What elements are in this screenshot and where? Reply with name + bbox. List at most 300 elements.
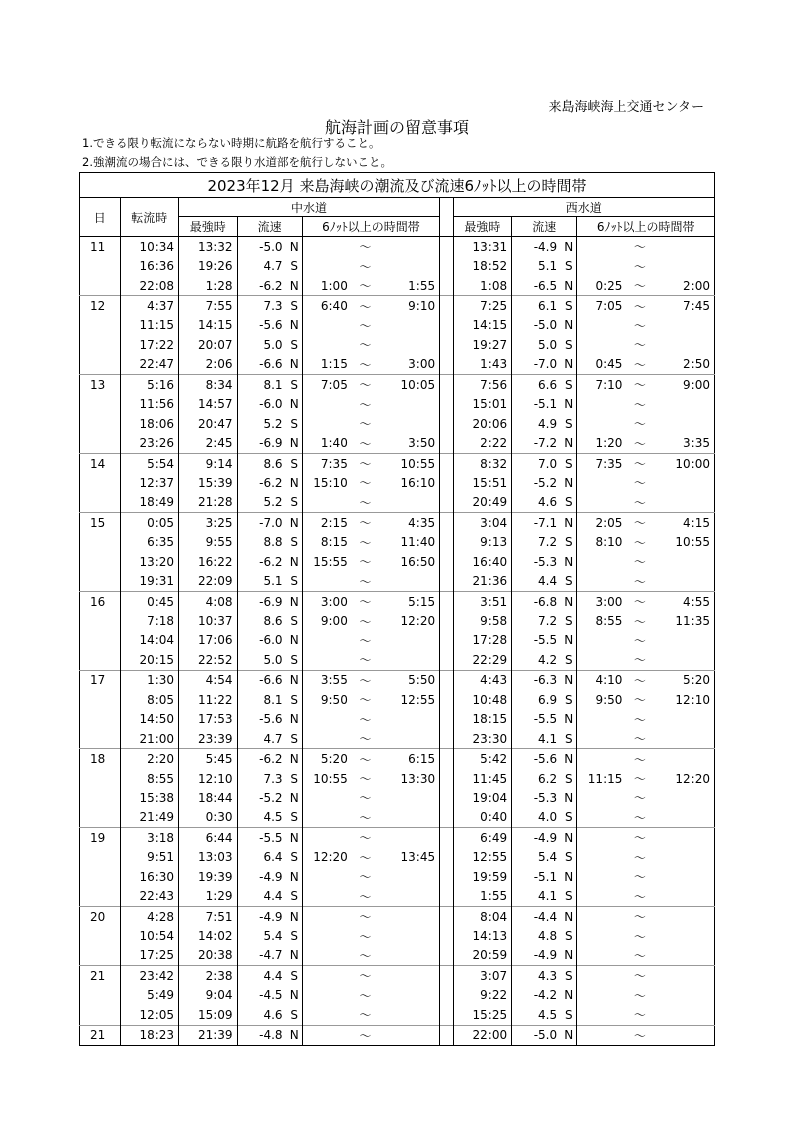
cell-nishi-tilde: ～ xyxy=(633,397,646,412)
cell-nishi-from xyxy=(577,1005,627,1025)
cell-naka-from: 10:55 xyxy=(313,771,348,786)
cell-nishi-from xyxy=(577,414,627,433)
cell-nishi-speed: 7.2 xyxy=(538,535,558,550)
cell-naka-tilde: ～ xyxy=(359,397,372,412)
cell-nishi-from xyxy=(577,473,627,492)
cell-naka-peak: 14:15 xyxy=(179,316,238,335)
cell-naka-from: 3:55 xyxy=(302,670,352,690)
cell-nishi-from xyxy=(577,571,627,591)
cell-naka-direction: N xyxy=(287,828,303,848)
cell-naka-to: 12:55 xyxy=(400,692,436,707)
cell-nishi-peak: 20:59 xyxy=(453,946,512,966)
cell-nishi-peak: 20:49 xyxy=(453,493,512,513)
cell-day: 16 xyxy=(80,591,121,611)
cell-nishi-to xyxy=(653,788,714,807)
header-day: 日 xyxy=(80,198,121,237)
cell-nishi-peak: 19:59 xyxy=(453,867,512,886)
cell-naka-peak: 22:09 xyxy=(179,571,238,591)
cell-turn-time: 21:49 xyxy=(120,808,179,828)
table-row xyxy=(80,710,715,729)
cell-naka-to xyxy=(379,986,440,1005)
cell-nishi-speed: -4.9 xyxy=(533,239,558,254)
column-gap xyxy=(440,710,454,729)
cell-nishi-speed: -5.3 xyxy=(533,554,558,569)
cell-naka-speed: -5.0 xyxy=(259,239,283,254)
cell-naka-tilde: ～ xyxy=(359,476,372,491)
cell-naka-tilde: ～ xyxy=(359,889,372,904)
table-row xyxy=(80,611,715,630)
header-nishi-window: 6ﾉｯﾄ以上の時間帯 xyxy=(577,217,715,237)
cell-nishi-peak: 18:15 xyxy=(453,710,512,729)
cell-naka-tilde: ～ xyxy=(359,791,372,806)
column-gap xyxy=(440,670,454,690)
cell-nishi-to xyxy=(653,237,714,257)
cell-nishi-tilde: ～ xyxy=(633,810,646,825)
cell-naka-speed: -4.5 xyxy=(259,988,283,1003)
cell-day xyxy=(80,276,121,296)
cell-nishi-peak: 1:08 xyxy=(453,276,512,296)
cell-naka-tilde: ～ xyxy=(359,988,372,1003)
cell-nishi-tilde: ～ xyxy=(633,870,646,885)
column-gap xyxy=(440,198,454,237)
column-gap xyxy=(440,296,454,316)
table-row xyxy=(80,473,715,492)
cell-naka-to: 3:00 xyxy=(408,357,436,372)
cell-nishi-tilde: ～ xyxy=(633,338,646,353)
cell-nishi-direction: S xyxy=(561,966,577,986)
cell-naka-speed: 8.1 xyxy=(237,375,287,395)
cell-naka-speed: 6.4 xyxy=(263,850,283,865)
cell-nishi-tilde: ～ xyxy=(633,495,646,510)
cell-naka-peak: 6:44 xyxy=(179,828,238,848)
cell-naka-from xyxy=(302,493,352,513)
cell-nishi-tilde: ～ xyxy=(626,453,653,473)
cell-nishi-from xyxy=(577,395,627,414)
cell-naka-from xyxy=(302,906,352,926)
cell-nishi-speed: 6.1 xyxy=(512,296,562,316)
organization-name: 来島海峡海上交通センター xyxy=(548,100,704,115)
cell-naka-tilde: ～ xyxy=(359,318,372,333)
cell-nishi-tilde: ～ xyxy=(626,375,653,395)
cell-turn-time: 0:45 xyxy=(120,591,179,611)
column-gap xyxy=(440,867,454,886)
cell-nishi-direction: N xyxy=(561,433,577,453)
cell-nishi-to xyxy=(653,808,714,828)
cell-naka-peak: 1:28 xyxy=(179,276,238,296)
cell-day xyxy=(80,533,121,552)
cell-naka-peak: 20:07 xyxy=(179,335,238,354)
cell-nishi-tilde: ～ xyxy=(633,791,646,806)
header-naka-speed: 流速 xyxy=(237,217,302,237)
cell-nishi-speed: -5.5 xyxy=(533,712,558,727)
cell-naka-direction: S xyxy=(287,533,303,552)
cell-naka-from: 1:15 xyxy=(320,357,348,372)
cell-nishi-from: 9:50 xyxy=(595,692,623,707)
table-row xyxy=(80,631,715,650)
table-row xyxy=(80,296,715,316)
cell-naka-peak: 22:52 xyxy=(179,650,238,670)
cell-day xyxy=(80,946,121,966)
cell-naka-tilde: ～ xyxy=(359,732,372,747)
cell-nishi-direction: N xyxy=(561,237,577,257)
cell-nishi-direction: N xyxy=(561,473,577,492)
cell-naka-peak: 14:02 xyxy=(179,926,238,945)
cell-nishi-from xyxy=(577,552,627,571)
cell-naka-speed: -4.8 xyxy=(237,1025,287,1045)
cell-naka-direction: N xyxy=(287,710,303,729)
cell-nishi-from: 4:10 xyxy=(577,670,627,690)
column-gap xyxy=(440,276,454,296)
cell-nishi-from xyxy=(577,650,627,670)
cell-nishi-peak: 15:25 xyxy=(453,1005,512,1025)
cell-naka-speed: 4.7 xyxy=(263,259,283,274)
cell-day xyxy=(80,769,121,788)
cell-naka-direction: S xyxy=(287,808,303,828)
cell-nishi-speed: -6.8 xyxy=(512,591,562,611)
cell-naka-tilde: ～ xyxy=(359,279,372,294)
cell-nishi-direction: N xyxy=(561,591,577,611)
cell-naka-peak: 0:30 xyxy=(179,808,238,828)
table-row xyxy=(80,591,715,611)
cell-naka-direction: S xyxy=(287,375,303,395)
cell-nishi-from xyxy=(577,867,627,886)
column-gap xyxy=(440,986,454,1005)
cell-naka-from xyxy=(302,1025,352,1045)
column-gap xyxy=(440,335,454,354)
cell-naka-from xyxy=(302,986,352,1005)
cell-nishi-tilde: ～ xyxy=(633,732,646,747)
cell-naka-from xyxy=(302,571,352,591)
cell-nishi-tilde: ～ xyxy=(633,279,646,294)
cell-naka-from: 6:40 xyxy=(302,296,352,316)
cell-nishi-speed: -5.0 xyxy=(533,318,558,333)
cell-naka-peak: 17:53 xyxy=(179,710,238,729)
cell-naka-to xyxy=(379,335,440,354)
cell-naka-peak: 20:38 xyxy=(179,946,238,966)
cell-naka-direction: S xyxy=(287,493,303,513)
column-gap xyxy=(440,571,454,591)
cell-naka-from xyxy=(302,886,352,906)
cell-nishi-peak: 2:22 xyxy=(453,433,512,453)
cell-nishi-from xyxy=(577,946,627,966)
table-row xyxy=(80,749,715,769)
cell-naka-direction: S xyxy=(287,769,303,788)
cell-naka-tilde: ～ xyxy=(359,338,372,353)
cell-naka-direction: S xyxy=(287,256,303,275)
cell-naka-speed: -6.9 xyxy=(237,591,287,611)
cell-nishi-peak: 22:29 xyxy=(453,650,512,670)
cell-naka-peak: 1:29 xyxy=(179,886,238,906)
cell-naka-to xyxy=(379,966,440,986)
cell-nishi-speed: 6.2 xyxy=(538,771,558,786)
column-gap xyxy=(440,533,454,552)
cell-naka-direction: N xyxy=(287,631,303,650)
cell-naka-direction: N xyxy=(287,670,303,690)
cell-naka-direction: N xyxy=(287,237,303,257)
cell-turn-time: 9:51 xyxy=(120,848,179,867)
cell-nishi-from: 3:00 xyxy=(577,591,627,611)
column-gap xyxy=(440,946,454,966)
cell-naka-tilde: ～ xyxy=(352,828,379,848)
cell-nishi-to xyxy=(653,966,714,986)
cell-nishi-from xyxy=(577,631,627,650)
cell-nishi-direction: S xyxy=(561,296,577,316)
cell-nishi-peak: 9:58 xyxy=(453,611,512,630)
table-row xyxy=(80,886,715,906)
cell-nishi-from xyxy=(577,729,627,749)
cell-nishi-to xyxy=(653,848,714,867)
table-row xyxy=(80,828,715,848)
cell-nishi-to xyxy=(653,631,714,650)
column-gap xyxy=(440,848,454,867)
cell-naka-speed: -5.5 xyxy=(237,828,287,848)
cell-naka-from xyxy=(302,966,352,986)
cell-nishi-speed: 4.9 xyxy=(538,416,558,431)
cell-nishi-peak: 20:06 xyxy=(453,414,512,433)
cell-day: 21 xyxy=(80,966,121,986)
cell-nishi-from xyxy=(577,886,627,906)
cell-nishi-tilde: ～ xyxy=(633,555,646,570)
cell-naka-to: 12:20 xyxy=(400,614,436,629)
table-row xyxy=(80,808,715,828)
cell-nishi-tilde: ～ xyxy=(633,240,646,255)
cell-day xyxy=(80,729,121,749)
cell-nishi-from xyxy=(577,986,627,1005)
table-row xyxy=(80,848,715,867)
cell-naka-peak: 14:57 xyxy=(179,395,238,414)
cell-nishi-peak: 14:15 xyxy=(453,316,512,335)
cell-nishi-speed: 5.4 xyxy=(538,850,558,865)
cell-naka-speed: -6.9 xyxy=(259,436,283,451)
cell-naka-peak: 2:06 xyxy=(179,355,238,375)
cell-nishi-from xyxy=(577,848,627,867)
table-row xyxy=(80,316,715,335)
tidal-current-table xyxy=(79,172,715,1046)
cell-naka-from: 1:00 xyxy=(320,278,348,293)
cell-nishi-direction: S xyxy=(561,533,577,552)
cell-naka-tilde: ～ xyxy=(352,1025,379,1045)
cell-nishi-from: 2:05 xyxy=(577,513,627,533)
cell-turn-time: 8:55 xyxy=(120,769,179,788)
cell-turn-time: 2:20 xyxy=(120,749,179,769)
cell-naka-peak: 17:06 xyxy=(179,631,238,650)
cell-turn-time: 10:34 xyxy=(120,237,179,257)
cell-nishi-from: 8:55 xyxy=(595,614,623,629)
cell-nishi-to xyxy=(653,316,714,335)
table-row xyxy=(80,276,715,296)
cell-turn-time: 12:05 xyxy=(120,1005,179,1025)
cell-day xyxy=(80,355,121,375)
cell-naka-peak: 5:45 xyxy=(179,749,238,769)
cell-nishi-peak: 9:13 xyxy=(453,533,512,552)
cell-nishi-from xyxy=(577,256,627,275)
cell-naka-speed: 4.6 xyxy=(263,1007,283,1022)
table-row xyxy=(80,788,715,807)
cell-turn-time: 1:30 xyxy=(120,670,179,690)
cell-day xyxy=(80,335,121,354)
cell-naka-tilde: ～ xyxy=(359,1008,372,1023)
cell-day xyxy=(80,808,121,828)
cell-nishi-tilde: ～ xyxy=(633,1008,646,1023)
column-gap xyxy=(440,414,454,433)
cell-nishi-direction: S xyxy=(561,848,577,867)
cell-nishi-direction: S xyxy=(561,493,577,513)
table-row xyxy=(80,769,715,788)
cell-nishi-speed: 4.1 xyxy=(538,889,558,904)
cell-nishi-peak: 15:01 xyxy=(453,395,512,414)
cell-naka-peak: 13:32 xyxy=(179,237,238,257)
cell-naka-to xyxy=(379,316,440,335)
cell-turn-time: 7:18 xyxy=(120,611,179,630)
column-gap xyxy=(440,631,454,650)
table-row xyxy=(80,670,715,690)
cell-naka-to xyxy=(379,1025,440,1045)
cell-nishi-direction: N xyxy=(561,631,577,650)
cell-nishi-peak: 3:04 xyxy=(453,513,512,533)
header-naka-peak: 最強時 xyxy=(179,217,238,237)
cell-nishi-to: 11:35 xyxy=(675,614,710,629)
cell-nishi-speed: -4.2 xyxy=(533,988,558,1003)
cell-naka-to: 16:10 xyxy=(400,475,436,490)
cell-naka-to: 16:50 xyxy=(400,554,436,569)
cell-day xyxy=(80,1005,121,1025)
cell-day xyxy=(80,493,121,513)
cell-naka-speed: -6.2 xyxy=(259,278,283,293)
cell-naka-to xyxy=(379,788,440,807)
cell-nishi-to: 2:50 xyxy=(683,357,710,372)
cell-nishi-tilde: ～ xyxy=(626,296,653,316)
column-gap xyxy=(440,690,454,709)
cell-nishi-direction: N xyxy=(561,867,577,886)
cell-day: 13 xyxy=(80,375,121,395)
cell-nishi-peak: 11:45 xyxy=(453,769,512,788)
cell-turn-time: 23:42 xyxy=(120,966,179,986)
cell-nishi-direction: N xyxy=(561,986,577,1005)
cell-naka-to xyxy=(379,631,440,650)
cell-naka-peak: 12:10 xyxy=(179,769,238,788)
cell-turn-time: 12:37 xyxy=(120,473,179,492)
cell-naka-speed: 5.0 xyxy=(263,337,283,352)
cell-nishi-speed: -6.5 xyxy=(533,278,558,293)
cell-nishi-tilde: ～ xyxy=(626,591,653,611)
cell-nishi-tilde: ～ xyxy=(633,259,646,274)
table-row xyxy=(80,946,715,966)
cell-nishi-peak: 13:31 xyxy=(453,237,512,257)
cell-day xyxy=(80,395,121,414)
cell-day xyxy=(80,710,121,729)
column-gap xyxy=(440,966,454,986)
cell-nishi-to: 5:20 xyxy=(653,670,714,690)
cell-naka-direction: N xyxy=(287,1025,303,1045)
cell-naka-to: 1:55 xyxy=(408,278,436,293)
cell-day: 20 xyxy=(80,906,121,926)
cell-nishi-direction: N xyxy=(561,552,577,571)
table-row xyxy=(80,493,715,513)
cell-turn-time: 23:26 xyxy=(120,433,179,453)
cell-nishi-to xyxy=(653,867,714,886)
cell-naka-to: 10:05 xyxy=(379,375,440,395)
cell-naka-peak: 10:37 xyxy=(179,611,238,630)
cell-naka-to xyxy=(379,710,440,729)
cell-naka-speed: -5.6 xyxy=(259,318,283,333)
cell-naka-direction: N xyxy=(287,355,303,375)
cell-nishi-direction: S xyxy=(561,571,577,591)
cell-naka-to xyxy=(379,906,440,926)
cell-naka-direction: S xyxy=(287,571,303,591)
cell-turn-time: 4:37 xyxy=(120,296,179,316)
cell-nishi-tilde: ～ xyxy=(633,653,646,668)
cell-nishi-speed: 5.1 xyxy=(538,259,558,274)
table-row xyxy=(80,256,715,275)
cell-nishi-tilde: ～ xyxy=(626,749,653,769)
cell-naka-peak: 4:08 xyxy=(179,591,238,611)
cell-day xyxy=(80,552,121,571)
cell-naka-direction: S xyxy=(287,335,303,354)
table-row xyxy=(80,867,715,886)
cell-nishi-from: 7:35 xyxy=(577,453,627,473)
cell-nishi-direction: N xyxy=(561,316,577,335)
table-row xyxy=(80,1005,715,1025)
cell-naka-speed: -7.0 xyxy=(237,513,287,533)
cell-nishi-direction: S xyxy=(561,808,577,828)
cell-turn-time: 22:47 xyxy=(120,355,179,375)
cell-nishi-peak: 4:43 xyxy=(453,670,512,690)
cell-naka-direction: S xyxy=(287,1005,303,1025)
cell-nishi-to xyxy=(653,749,714,769)
column-gap xyxy=(440,729,454,749)
cell-nishi-speed: 7.0 xyxy=(512,453,562,473)
cell-nishi-tilde: ～ xyxy=(626,670,653,690)
cell-nishi-speed: -5.1 xyxy=(533,869,558,884)
cell-nishi-direction: S xyxy=(561,886,577,906)
cell-nishi-speed: -5.6 xyxy=(512,749,562,769)
cell-naka-from xyxy=(302,828,352,848)
column-gap xyxy=(440,886,454,906)
table-row xyxy=(80,690,715,709)
cell-naka-from: 15:55 xyxy=(313,554,348,569)
cell-naka-peak: 20:47 xyxy=(179,414,238,433)
cell-nishi-to xyxy=(653,886,714,906)
cell-turn-time: 10:54 xyxy=(120,926,179,945)
column-gap xyxy=(440,788,454,807)
cell-naka-tilde: ～ xyxy=(359,948,372,963)
cell-nishi-tilde: ～ xyxy=(633,633,646,648)
cell-naka-from xyxy=(302,1005,352,1025)
cell-nishi-tilde: ～ xyxy=(633,929,646,944)
cell-nishi-direction: S xyxy=(561,769,577,788)
cell-naka-direction: S xyxy=(287,611,303,630)
cell-naka-speed: 8.6 xyxy=(263,614,283,629)
column-gap xyxy=(440,1025,454,1045)
cell-nishi-to: 4:55 xyxy=(653,591,714,611)
column-gap xyxy=(440,650,454,670)
cell-naka-tilde: ～ xyxy=(359,436,372,451)
cell-nishi-to xyxy=(653,414,714,433)
cell-nishi-peak: 22:00 xyxy=(453,1025,512,1045)
column-gap xyxy=(440,453,454,473)
cell-naka-to xyxy=(379,395,440,414)
cell-naka-direction: N xyxy=(287,867,303,886)
column-gap xyxy=(440,552,454,571)
cell-naka-speed: -6.2 xyxy=(259,475,283,490)
cell-nishi-peak: 19:04 xyxy=(453,788,512,807)
cell-nishi-tilde: ～ xyxy=(626,828,653,848)
cell-nishi-speed: 7.2 xyxy=(538,614,558,629)
column-gap xyxy=(440,493,454,513)
cell-turn-time: 18:23 xyxy=(120,1025,179,1045)
table-row xyxy=(80,1025,715,1045)
cell-nishi-tilde: ～ xyxy=(633,693,646,708)
